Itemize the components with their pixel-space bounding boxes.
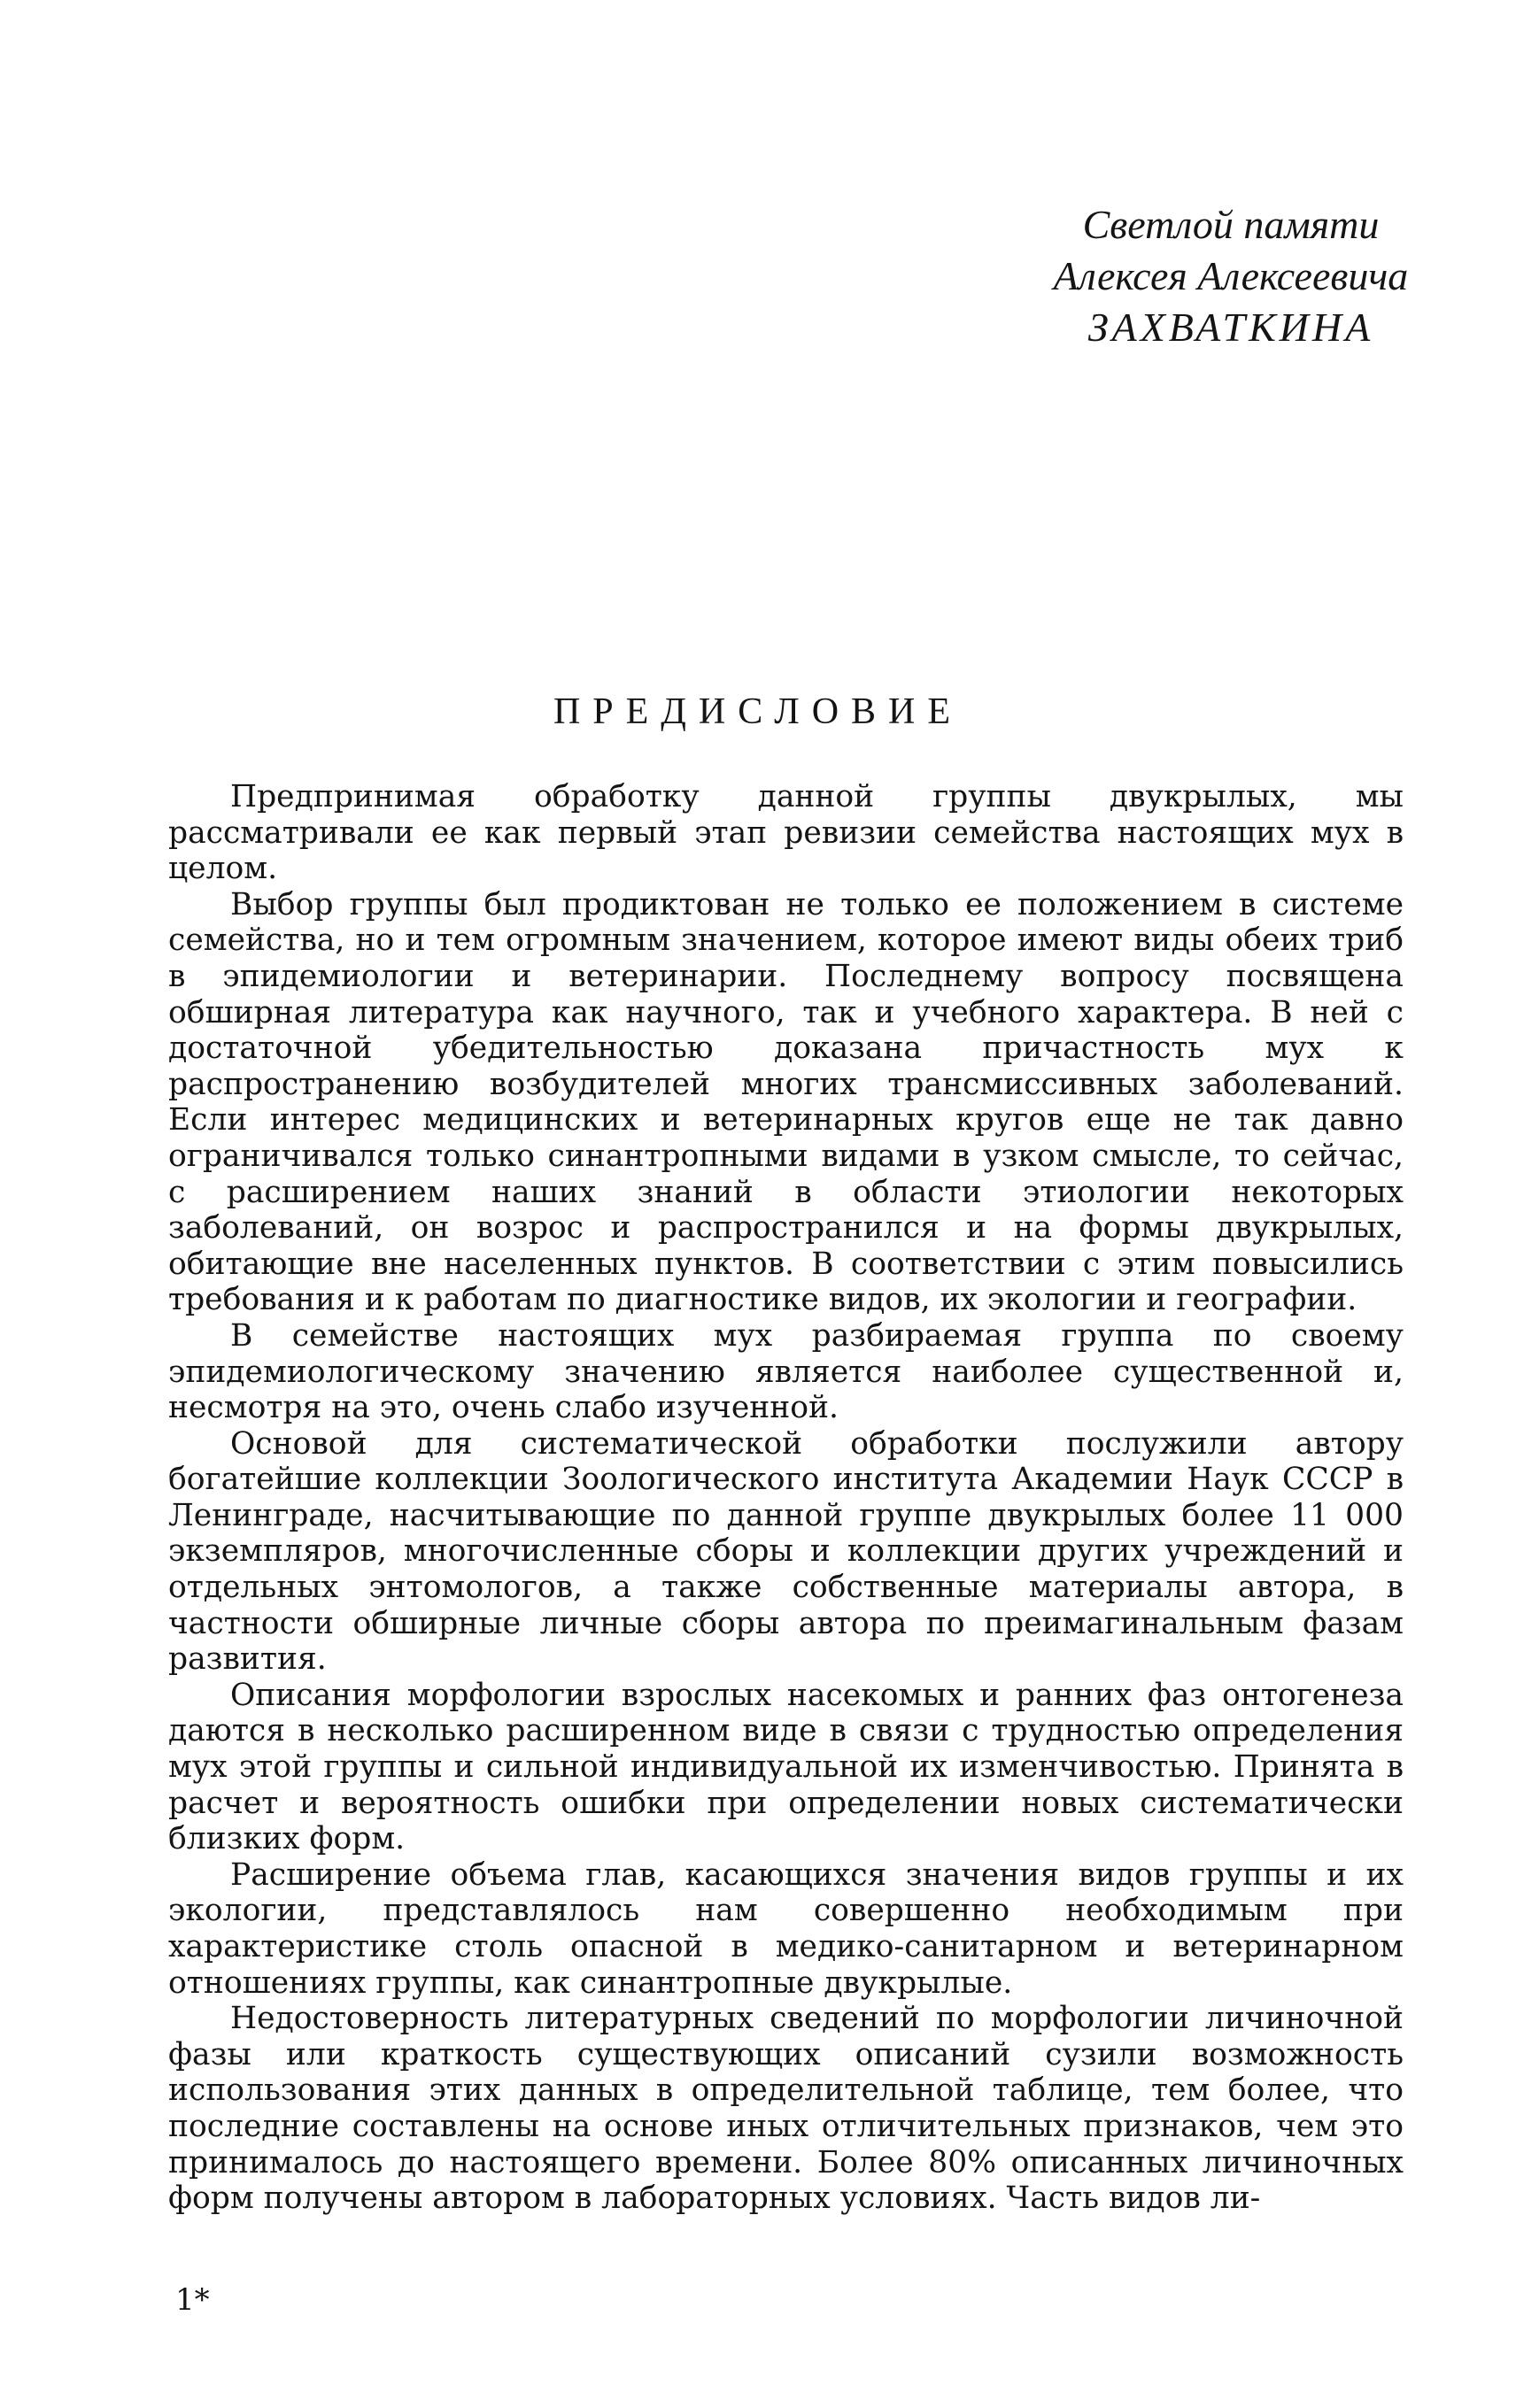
preface-body xyxy=(168,779,1404,2217)
paragraph-1: Предпринимая обработку данной группы двукрылых, мы рассматривали ее как первый этап ревизии семейства настоящих мух в целом. xyxy=(168,779,1404,887)
paragraph-3: В семействе настоящих мух разбираемая группа по своему эпидемиологическому значению является наиболее существенной и, несмотря на это, очень слабо изученной. xyxy=(168,1317,1404,1426)
dedication-line-2: Алексея Алексеевича xyxy=(1053,253,1409,298)
paragraph-6: Расширение объема глав, касающихся значения видов группы и их экологии, представлялось нам совершенно необходимым при характеристике столь опасной в медико-санитарном и ветеринарном отношениях группы, как синантропные двукрылые. xyxy=(168,1856,1404,2001)
paragraph-2: Выбор группы был продиктован не только ее положением в системе семейства, но и тем огромным значением, которое имеют виды обеих триб в эпидемиологии и ветеринарии. Последнему вопросу посвящена обширная литература как научного, так и учебного характера. В ней с достаточной убедительностью доказана причастность мух к распространению возбудителей многих трансмиссивных заболеваний. Если интерес медицинских и ветеринарных кругов еще не так давно ограничивался только синантропными видами в узком смысле, то сейчас, с расширением наших знаний в области этиологии некоторых заболеваний, он возрос и распространился и на формы двукрылых, обитающие вне населенных пунктов. В соответствии с этим повысились требования и к работам по диагностике видов, их экологии и географии. xyxy=(168,886,1404,1318)
dedication xyxy=(992,199,1470,353)
paragraph-7: Недостоверность литературных сведений по морфологии личиночной фазы или краткость существующих описаний сузили возможность использования этих данных в определительной таблице, тем более, что последние составлены на основе иных отличительных признаков, чем это принималось до настоящего времени. Более 80% описанных личиночных форм получены автором в лабораторных условиях. Часть видов ли- xyxy=(168,2001,1404,2217)
section-heading: ПРЕДИСЛОВИЕ xyxy=(553,691,963,732)
paragraph-5: Описания морфологии взрослых насекомых и ранних фаз онтогенеза даются в несколько расширенном виде в связи с трудностью определения мух этой группы и сильной индивидуальной их изменчивостью. Принята в расчет и вероятность ошибки при определении новых систематически близких форм. xyxy=(168,1677,1404,1857)
dedication-line-1: Светлой памяти xyxy=(1082,202,1380,247)
paragraph-4: Основой для систематической обработки послужили автору богатейшие коллекции Зоологического института Академии Наук СССР в Ленинграде, насчитывающие по данной группе двукрылых более 11 000 экземпляров, многочисленные сборы и коллекции других учреждений и отдельных энтомологов, а также собственные материалы автора, в частности обширные личные сборы автора по преимагинальным фазам развития. xyxy=(168,1425,1404,1678)
signature-mark: 1* xyxy=(175,2282,210,2318)
dedication-line-3: ЗАХВАТКИНА xyxy=(1087,305,1374,350)
